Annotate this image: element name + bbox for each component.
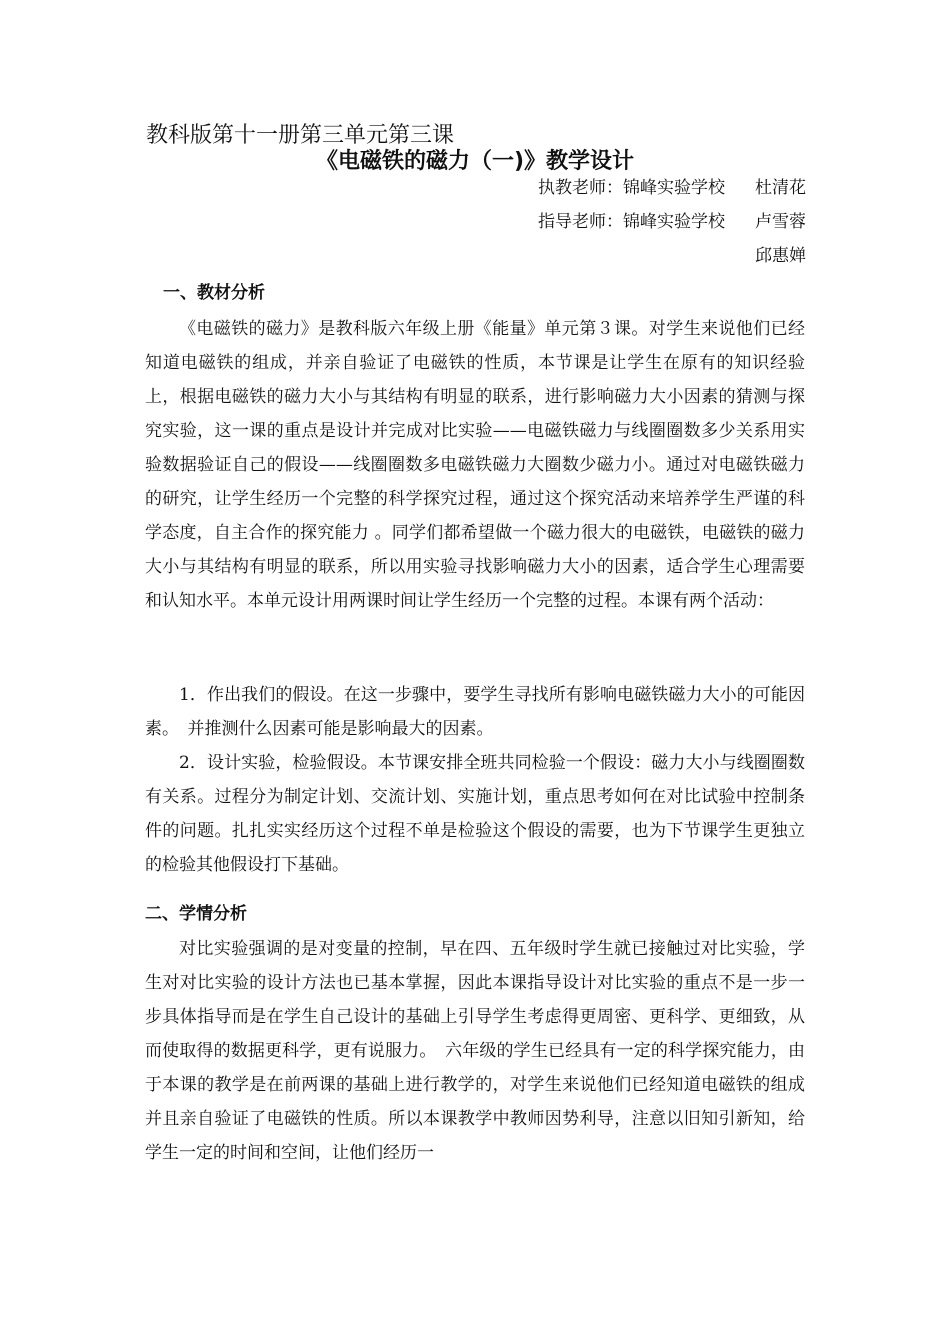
teacher-credit xyxy=(538,176,806,200)
paragraph-activity-1: 1．作出我们的假设。在这一步骤中，要学生寻找所有影响电磁铁磁力大小的可能因素。 并推测什么因素可能是影响最大的因素。 xyxy=(145,685,805,739)
advisor-credit xyxy=(538,210,806,234)
teacher-school: 锦峰实验学校 xyxy=(623,178,725,198)
series-line: 教科版第十一册第三单元第三课 xyxy=(146,123,455,148)
advisor-credit-2 xyxy=(755,244,806,268)
teacher-role-label: 执教老师： xyxy=(538,178,623,198)
section-heading-learner-analysis: 二、学情分析 xyxy=(145,904,247,924)
document-title: 《电磁铁的磁力（一)》教学设计 xyxy=(315,149,635,174)
paragraph-learner-analysis: 对比实验强调的是对变量的控制，早在四、五年级时学生就已接触过对比实验，学生对对比实验的设计方法也已基本掌握，因此本课指导设计对比实验的重点不是一步一步具体指导而是在学生自己设计的基础上引导学生考虑得更周密、更科学、更细致，从而使取得的数据更科学，更有说服力。 六年级的学生已经具有一定的科学探究能力，由于本课的教学是在前两课的基础上进行教学的，对学生来说他们已经知道电磁铁的组成并且亲自验证了电磁铁的性质。所以本课教学中教师因势利导，注意以旧知引新知，给学生一定的时间和空间，让他们经历一 xyxy=(145,939,805,1163)
paragraph-textbook-analysis: 《电磁铁的磁力》是教科版六年级上册《能量》单元第３课。对学生来说他们已经知道电磁铁的组成，并亲自验证了电磁铁的性质，本节课是让学生在原有的知识经验上，根据电磁铁的磁力大小与其结构有明显的联系，进行影响磁力大小因素的猜测与探究实验，这一课的重点是设计并完成对比实验——电磁铁磁力与线圈圈数多少关系用实验数据验证自己的假设——线圈圈数多电磁铁磁力大圈数少磁力小。通过对电磁铁磁力的研究，让学生经历一个完整的科学探究过程，通过这个探究活动来培养学生严谨的科学态度，自主合作的探究能力 。同学们都希望做一个磁力很大的电磁铁，电磁铁的磁力大小与其结构有明显的联系，所以用实验寻找影响磁力大小的因素，适合学生心理需要和认知水平。本单元设计用两课时间让学生经历一个完整的过程。本课有两个活动： xyxy=(145,319,805,611)
advisor-role-label: 指导老师： xyxy=(538,212,623,232)
advisor-school: 锦峰实验学校 xyxy=(623,212,725,232)
section-heading-textbook-analysis: 一、教材分析 xyxy=(163,283,265,303)
advisor-name-2: 邱惠婵 xyxy=(755,246,806,266)
teacher-name: 杜清花 xyxy=(755,178,806,198)
teacher-role xyxy=(538,178,725,198)
advisor-role xyxy=(538,212,725,232)
advisor-name-1: 卢雪蓉 xyxy=(755,212,806,232)
paragraph-activity-2: 2．设计实验，检验假设。本节课安排全班共同检验一个假设：磁力大小与线圈圈数有关系。过程分为制定计划、交流计划、实施计划，重点思考如何在对比试验中控制条件的问题。扎扎实实经历这个过程不单是检验这个假设的需要，也为下节课学生更独立的检验其他假设打下基础。 xyxy=(145,753,805,875)
